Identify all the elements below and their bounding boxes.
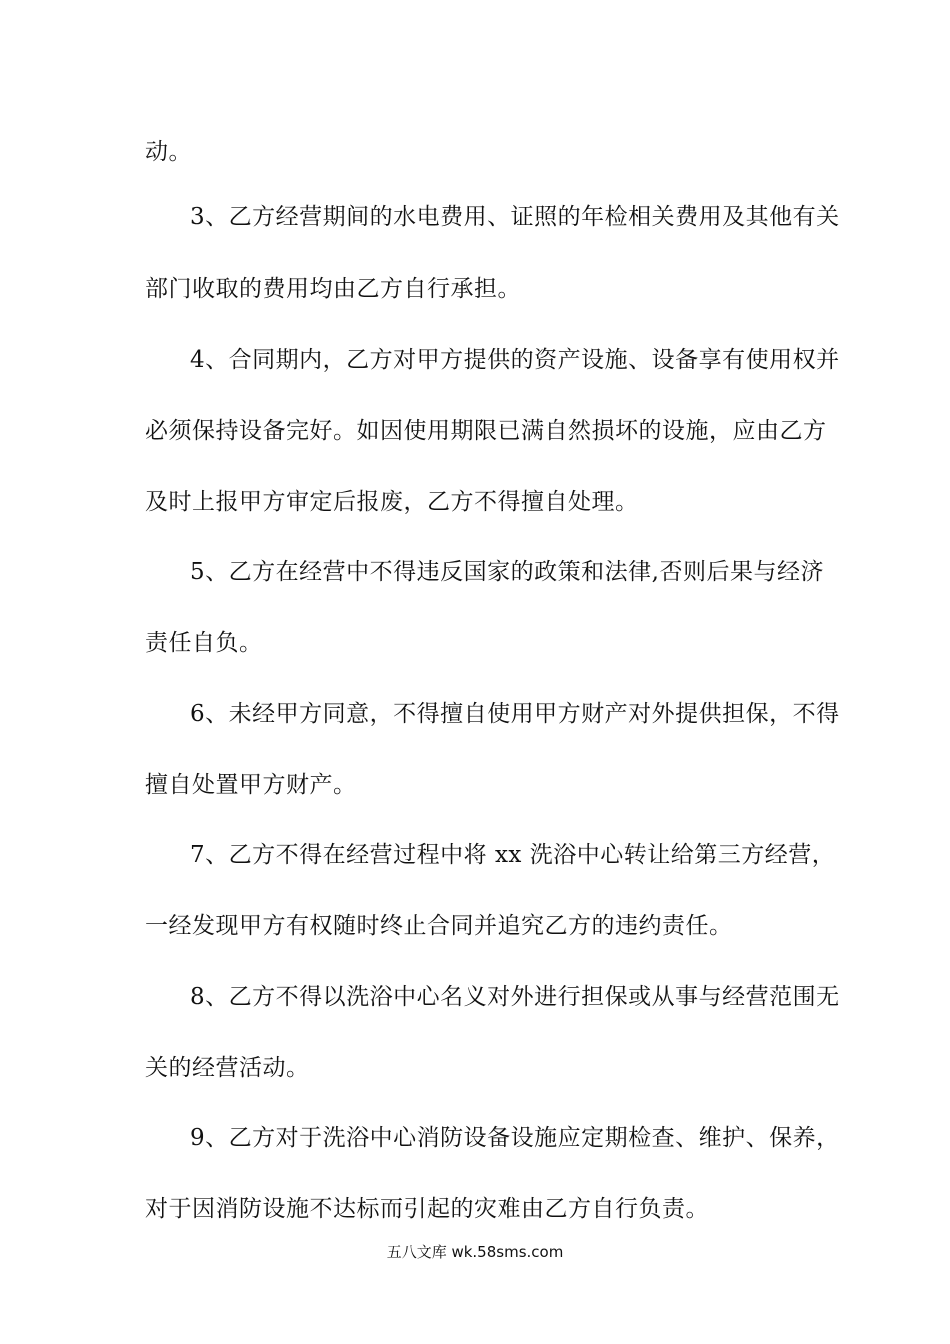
- clause-7-line-2: 一经发现甲方有权随时终止合同并追究乙方的违约责任。: [145, 913, 733, 939]
- clause-8-line-1: 8、乙方不得以洗浴中心名义对外进行担保或从事与经营范围无: [190, 984, 840, 1010]
- clause-3-line-2: 部门收取的费用均由乙方自行承担。: [145, 276, 521, 302]
- footer-watermark: 五八文库 wk.58sms.com: [386, 1243, 564, 1261]
- clause-5-line-2: 责任自负。: [145, 630, 263, 656]
- clause-5-line-1: 5、乙方在经营中不得违反国家的政策和法律,否则后果与经济: [190, 559, 824, 585]
- clause-9-line-1: 9、乙方对于洗浴中心消防设备设施应定期检查、维护、保养，: [190, 1125, 840, 1151]
- clause-3-line-1: 3、乙方经营期间的水电费用、证照的年检相关费用及其他有关: [190, 204, 840, 230]
- clause-8-line-2: 关的经营活动。: [145, 1055, 310, 1081]
- clause-6-line-2: 擅自处置甲方财产。: [145, 772, 357, 798]
- clause-4-line-2: 必须保持设备完好。如因使用期限已满自然损坏的设施，应由乙方: [145, 418, 827, 444]
- clause-4-line-3: 及时上报甲方审定后报废，乙方不得擅自处理。: [145, 489, 639, 515]
- clause-4-line-1: 4、合同期内，乙方对甲方提供的资产设施、设备享有使用权并: [190, 347, 840, 373]
- clause-6-line-1: 6、未经甲方同意，不得擅自使用甲方财产对外提供担保，不得: [190, 701, 840, 727]
- clause-7-line-1: 7、乙方不得在经营过程中将 xx 洗浴中心转让给第三方经营，: [190, 842, 836, 868]
- text-line: 动。: [145, 139, 192, 165]
- clause-9-line-2: 对于因消防设施不达标而引起的灾难由乙方自行负责。: [145, 1196, 709, 1222]
